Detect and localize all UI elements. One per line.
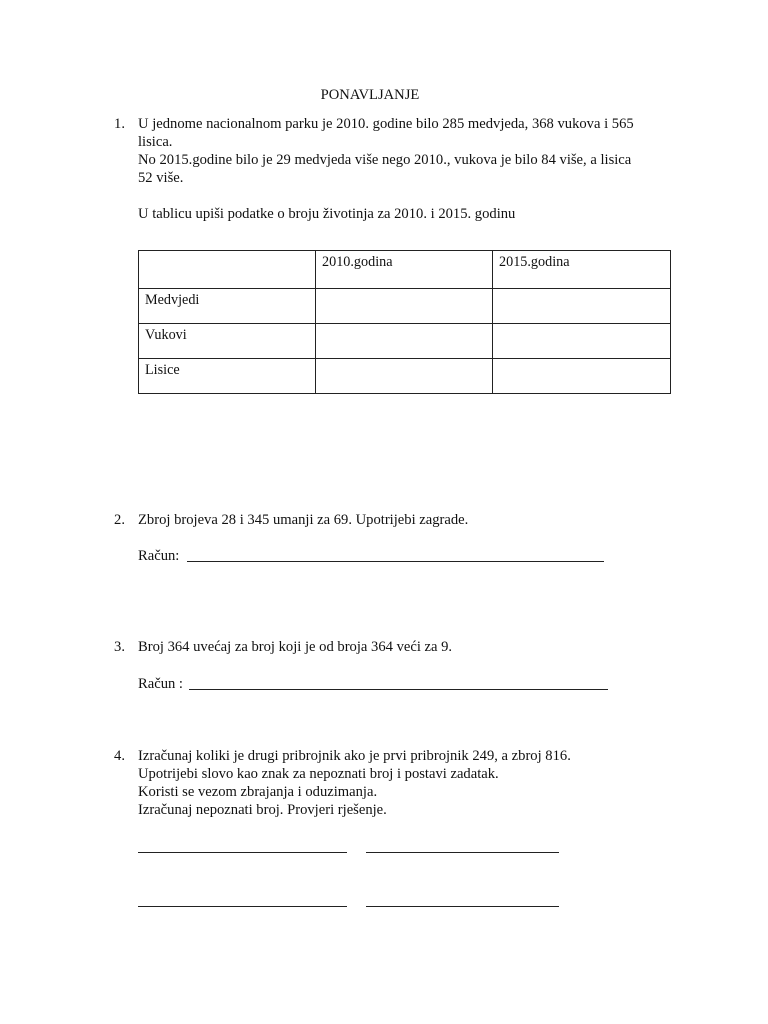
answer-cell[interactable]	[316, 324, 493, 359]
answer-cell[interactable]	[493, 324, 671, 359]
task4-text-line-2: Upotrijebi slovo kao znak za nepoznati broj i postavi zadatak.	[138, 766, 499, 782]
task2-number: 2.	[114, 512, 125, 528]
task1-text-line-4: 52 više.	[138, 170, 184, 186]
row-label-medvjedi: Medvjedi	[139, 289, 316, 324]
task3-answer-label: Račun :	[138, 676, 183, 692]
task2-answer-label: Račun:	[138, 548, 180, 564]
task2-answer-line[interactable]	[187, 561, 604, 562]
task3-text: Broj 364 uvećaj za broj koji je od broja 364 veći za 9.	[138, 639, 453, 655]
task1-instruction: U tablicu upiši podatke o broju životinja za 2010. i 2015. godinu	[138, 206, 516, 222]
task1-text-line-3: No 2015.godine bilo je 29 medvjeda više nego 2010., vukova je bilo 84 više, a lisica	[138, 152, 632, 168]
table-row	[139, 289, 671, 324]
task1-text-line-1: U jednome nacionalnom parku je 2010. godine bilo 285 medvjeda, 368 vukova i 565	[138, 116, 634, 132]
table-row	[139, 359, 671, 394]
answer-cell[interactable]	[316, 289, 493, 324]
task4-text-line-4: Izračunaj nepoznati broj. Provjeri rješenje.	[138, 802, 387, 818]
table-header-row	[139, 251, 671, 289]
answer-cell[interactable]	[493, 289, 671, 324]
task4-answer-line[interactable]	[366, 852, 559, 853]
table-header-cell: 2010.godina	[316, 251, 493, 289]
task4-answer-line[interactable]	[138, 906, 347, 907]
answer-cell[interactable]	[316, 359, 493, 394]
answer-cell[interactable]	[493, 359, 671, 394]
task3-number: 3.	[114, 639, 125, 655]
task4-answer-line[interactable]	[366, 906, 559, 907]
table-header-cell: 2015.godina	[493, 251, 671, 289]
task4-answer-line[interactable]	[138, 852, 347, 853]
page-title: PONAVLJANJE	[320, 87, 420, 103]
table-header-cell	[139, 251, 316, 289]
task3-answer-line[interactable]	[189, 689, 608, 690]
task1-number: 1.	[114, 116, 125, 132]
table-row	[139, 324, 671, 359]
task1-text-line-2: lisica.	[138, 134, 173, 150]
task2-text: Zbroj brojeva 28 i 345 umanji za 69. Upotrijebi zagrade.	[138, 512, 469, 528]
task4-text-line-3: Koristi se vezom zbrajanja i oduzimanja.	[138, 784, 378, 800]
animals-table	[138, 250, 671, 394]
task4-text-line-1: Izračunaj koliki je drugi pribrojnik ako je prvi pribrojnik 249, a zbroj 816.	[138, 748, 571, 764]
task4-number: 4.	[114, 748, 125, 764]
row-label-lisice: Lisice	[139, 359, 316, 394]
row-label-vukovi: Vukovi	[139, 324, 316, 359]
